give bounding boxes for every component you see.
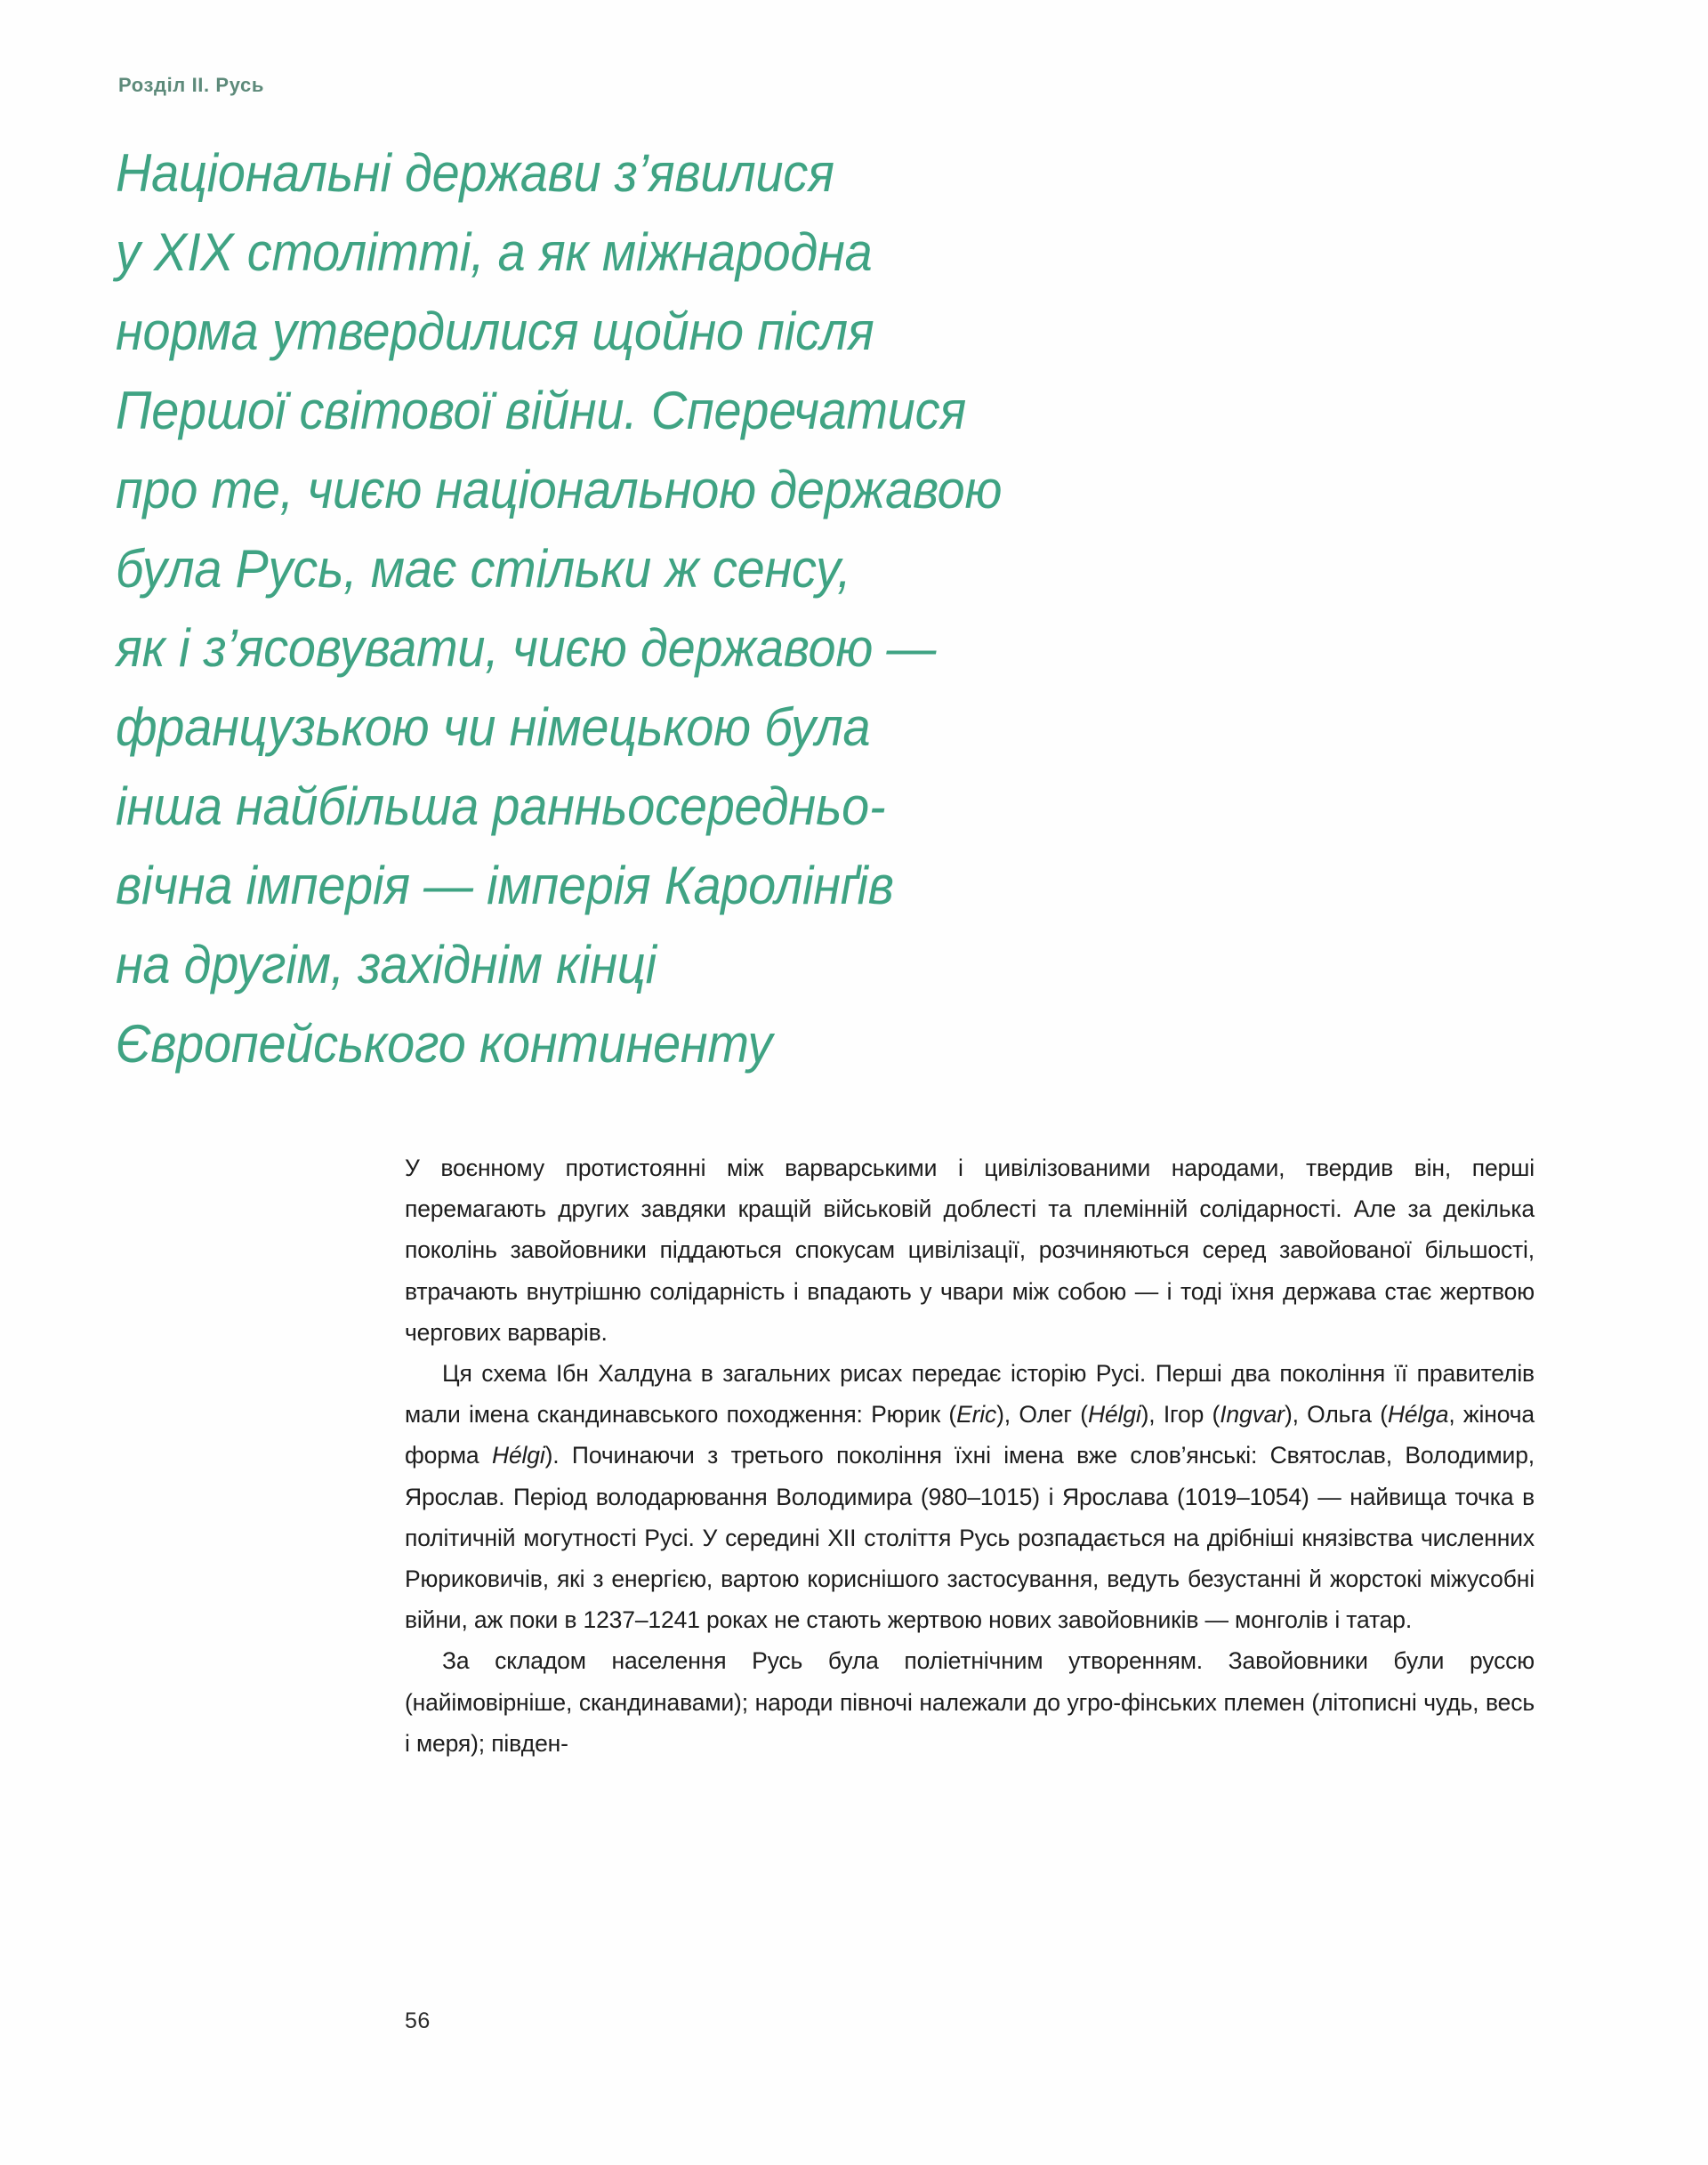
heading-line: Європейського континенту <box>116 1014 773 1074</box>
body-paragraph: За складом населення Русь була поліетнічним утворенням. Завойовники були руссю (найімовірніше, скандинавами); народи півночі належали до угро-фінських племен (літописні чудь, весь і меря); півден- <box>405 1647 1535 1757</box>
paragraph-text-run: ), Ігор ( <box>1140 1401 1221 1429</box>
heading-line: Національні держави з’явилися <box>116 143 834 203</box>
paragraph-text-run: Ця схема Ібн Халдуна в загальних рисах передає історію Русі. Перші два покоління її правителів мали імена скандинавського походження: Рюрик ( <box>405 1360 1535 1429</box>
heading-line: інша найбільша ранньосередньо- <box>116 777 886 836</box>
heading-line: як і з’ясовувати, чиєю державою — <box>116 618 937 678</box>
body-text-column <box>405 1147 1535 1764</box>
running-head: Розділ II. Русь <box>118 74 264 96</box>
norse-name: Hélga <box>1387 1401 1449 1429</box>
heading-line: вічна імперія — імперія Каролінґів <box>116 856 894 915</box>
page-number: 56 <box>405 2008 431 2033</box>
heading-line: норма утвердилися щойно після <box>116 302 874 361</box>
heading-line: була Русь, має стільки ж сенсу, <box>116 539 851 599</box>
heading-line: на другім, західнім кінці <box>116 935 657 994</box>
heading-line: французькою чи німецькою була <box>116 697 871 757</box>
paragraph-text-run: , жіноча форма <box>405 1401 1535 1469</box>
paragraph-text-run: ), Олег ( <box>996 1401 1088 1429</box>
paragraph-text-run: ). Починаючи з третього покоління їхні імена вже слов’янські: Святослав, Володимир, Ярослав. Період володарювання Володимира (980–1015) і Ярослава (1019–1054) — найвища точка в політичній могутності Русі. У середині XII століття Русь розпадається на дрібніші князівства численних Рюриковичів, які з енергією, вартою кориснішого застосування, ведуть безустанні й жорстокі міжусобні війни, аж поки в 1237–1241 роках не стають жертвою нових завойовників — монголів і татар. <box>405 1442 1535 1634</box>
norse-name: Eric <box>956 1401 997 1429</box>
paragraph-text-run: ), Ольга ( <box>1284 1401 1388 1429</box>
body-paragraph: У воєнному протистоянні між варварськими і цивілізованими народами, твердив він, перші перемагають других завдяки кращій військовій доблесті та племінній солідарності. Але за декілька поколінь завойовники піддаються спокусам цивілізації, розчиняються серед завойованої більшості, втрачають внутрішню солідарність і впадають у чвари між собою — і тоді їхня держава стає жертвою чергових варварів. <box>405 1155 1535 1346</box>
norse-name: Hélgi <box>491 1442 545 1469</box>
norse-name: Hélgi <box>1087 1401 1141 1429</box>
body-paragraph <box>405 1353 1535 1640</box>
heading-line: у XIX столітті, а як міжнародна <box>116 222 873 282</box>
norse-name: Ingvar <box>1220 1401 1285 1429</box>
heading-line: Першої світової війни. Сперечатися <box>116 381 966 440</box>
display-heading <box>116 133 1208 1083</box>
heading-line: про те, чиєю національною державою <box>116 460 1003 519</box>
